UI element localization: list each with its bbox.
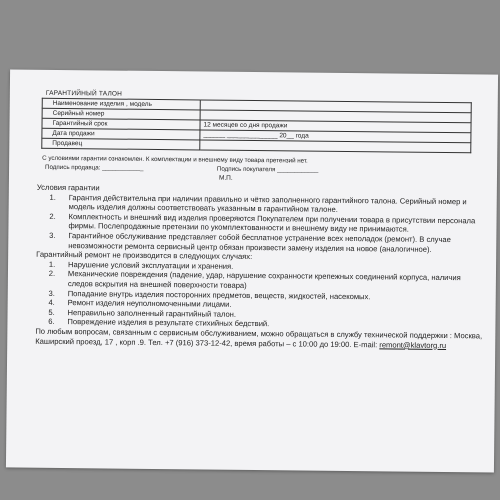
item-number: 4. [48, 297, 55, 308]
warranty-form-table [41, 98, 472, 154]
item-number: 1. [48, 259, 56, 269]
item-text: Неправильно заполненный гарантийный талон. [67, 307, 237, 319]
signature-line [45, 164, 465, 175]
form-label: Дата продажи [42, 128, 200, 140]
item-number: 3. [48, 288, 55, 298]
form-label: Гарантийный срок [42, 118, 200, 130]
card-title: ГАРАНТИЙНЫЙ ТАЛОН [45, 89, 123, 98]
form-label: Серийный номер [42, 108, 200, 120]
stamp-place: М.П. [218, 174, 233, 182]
contact-text: По любым вопросам, связанным с сервисным обслуживанием, можно обращаться в службу технической поддержки : Москва, Каширский проезд, 17 , корп .9. Тел. +7 (916) 373-12-42, время работы – с 10:00 до 19:00. E-mail: [35, 326, 483, 349]
item-text: Комплектность и внешний вид изделия проверяются Покупателем при получении товара в присутствии персонала фирмы. Послепродажные претензии по укомплектованности и внешнему виду не принимаются. [68, 211, 476, 235]
item-number: 6. [48, 317, 55, 327]
item-text: Гарантия действительна при наличии правильно и чётко заполненного гарантийного талона. Серийный номер и модель изделия должны соответствовать указанным в гарантийном талоне. [68, 192, 467, 215]
item-number: 2. [49, 211, 56, 221]
exclusions-heading: Гарантийный ремонт не производится в следующих случаях: [36, 249, 253, 262]
support-email: remont@klavtorg.ru [379, 339, 447, 350]
contact-info [35, 327, 485, 351]
item-number: 3. [49, 230, 56, 240]
form-value: ______ ______________ 20__ года [200, 130, 471, 143]
item-text: Механические повреждения (падение, удар, нарушение сохранности крепежных соединений корпуса, наличия следов вскрытия на внешней поверхности товара) [67, 269, 461, 290]
warranty-terms [35, 183, 487, 351]
item-text: Попадание внутрь изделия посторонних предметов, веществ, жидкостей, насекомых. [67, 288, 371, 301]
acceptance-statement: С условиями гарантии ознакомлен. К комплектации и внешнему виду товара претензий нет. [42, 154, 308, 165]
warranty-card [6, 69, 498, 472]
buyer-signature: Подпись покупателя ____________ [216, 165, 319, 174]
item-number: 5. [48, 307, 55, 317]
item-number: 2. [48, 269, 56, 279]
item-number: 1. [49, 192, 56, 202]
form-value: 12 месяцев со дня продажи [200, 120, 471, 133]
item-text: Нарушение условий эксплуатации и хранения. [68, 259, 234, 271]
item-text: Гарантийное обслуживание представляет собой бесплатное устранение всех неполадок (ремонт). В случае невозможности ремонта сервисный центр обязан произвести замену изделия на новое (аналогичное). [68, 231, 451, 254]
conditions-heading: Условия гарантии [36, 182, 100, 193]
form-label: Наименование изделия , модель [42, 98, 200, 110]
form-value [200, 140, 471, 153]
seller-signature: Подпись продавца: ____________ [45, 163, 144, 172]
item-text: Повреждение изделия в результате стихийных бедствий. [67, 317, 270, 329]
item-text: Ремонт изделия неуполномоченными лицами. [67, 298, 232, 309]
form-label: Продавец [42, 138, 200, 150]
